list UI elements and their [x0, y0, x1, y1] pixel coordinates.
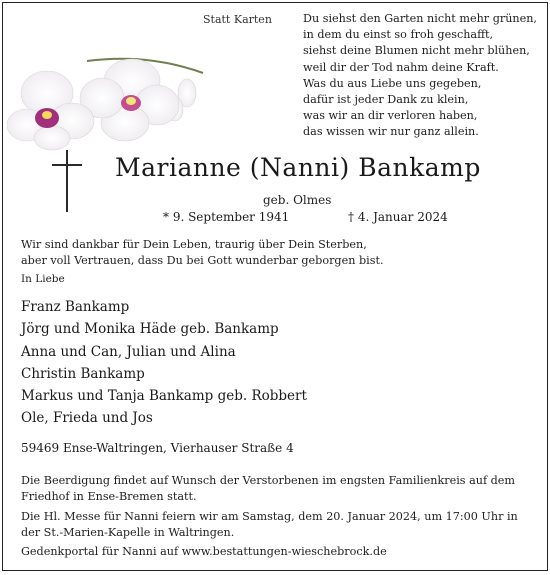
mass-notice: Die Hl. Messe für Nanni feiern wir am Samstag, dem 20. Januar 2024, um 17:00 Uhr in der St.-Marien-Kapelle in Waltringen. — [21, 510, 518, 540]
poem-line: Du siehst den Garten nicht mehr grünen, — [303, 12, 537, 25]
family-list — [21, 296, 307, 430]
family-member: Franz Bankamp — [21, 299, 130, 315]
poem-line: in dem du einst so froh geschafft, — [303, 28, 494, 42]
poem-line: siehst deine Blumen nicht mehr blühen, — [303, 44, 530, 58]
portal-link[interactable]: www.bestattungen-wieschebrock.de — [181, 545, 387, 558]
memorial-portal — [21, 545, 387, 558]
family-member: Christin Bankamp — [21, 365, 145, 382]
orchid-flower-image — [7, 43, 207, 153]
maiden-name: geb. Olmes — [263, 193, 332, 207]
statt-karten-label: Statt Karten — [203, 13, 272, 26]
poem-line: was wir an dir verloren haben, — [303, 109, 478, 123]
obituary-card — [2, 2, 548, 571]
poem-line: dafür ist jeder Dank zu klein, — [303, 93, 469, 107]
cross-icon — [50, 150, 84, 212]
family-member: Jörg und Monika Häde geb. Bankamp — [21, 321, 279, 338]
thanks-text — [21, 237, 384, 269]
family-member: Markus und Tanja Bankamp geb. Robbert — [21, 388, 307, 405]
family-member: Anna und Can, Julian und Alina — [21, 343, 236, 360]
deceased-name: Marianne (Nanni) Bankamp — [115, 153, 481, 182]
thanks-line: aber voll Vertrauen, dass Du bei Gott wunderbar geborgen bist. — [21, 254, 384, 267]
address: 59469 Ense-Waltringen, Vierhauser Straße 4 — [21, 441, 294, 455]
birth-date: * 9. September 1941 — [163, 210, 290, 224]
poem-line: das wissen wir nur ganz allein. — [303, 125, 479, 139]
funeral-notice: Die Beerdigung findet auf Wunsch der Verstorbenen im engsten Familienkreis auf dem Friedhof in Ense-Bremen statt. — [21, 474, 516, 504]
poem-line: weil dir der Tod nahm deine Kraft. — [303, 60, 499, 74]
poem-line: Was du aus Liebe uns gegeben, — [303, 76, 482, 90]
death-date: † 4. Januar 2024 — [348, 210, 448, 224]
thanks-line: Wir sind dankbar für Dein Leben, traurig über Dein Sterben, — [21, 238, 367, 251]
in-liebe-label: In Liebe — [21, 273, 65, 285]
poem — [303, 11, 537, 141]
family-member: Ole, Frieda und Jos — [21, 410, 153, 427]
portal-prefix: Gedenkportal für Nanni auf — [21, 545, 182, 558]
